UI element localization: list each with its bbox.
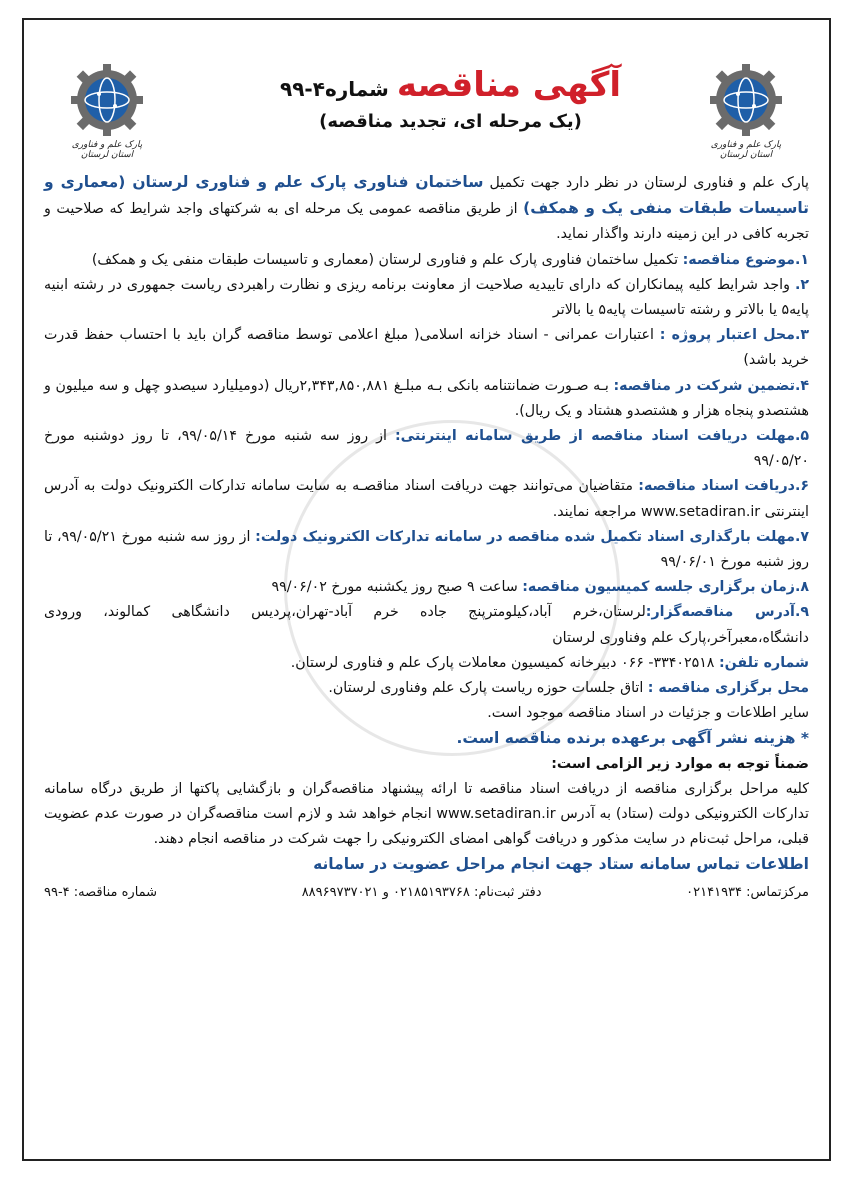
notice-body [44, 170, 809, 905]
cost-note: * هزینه نشر آگهی برعهده برنده مناقصه است. [456, 729, 809, 748]
notice-subtitle: (یک مرحله ای، تجدید مناقصه) [319, 111, 582, 132]
contact-tender-number: شماره مناقصه: ۴-۹۹ [44, 884, 158, 900]
notice-page [22, 18, 831, 1161]
contact-center: مرکزتماس: ۰۲۱۴۱۹۳۴ [686, 884, 809, 900]
item-7: ۷.مهلت بارگذاری اسناد تکمیل شده مناقصه در سامانه تدارکات الکترونیک دولت: از روز سه شنبه مورخ ۹۹/۰۵/۲۱، تا روز شنبه مورخ ۹۹/۰۶/۰۱ [44, 528, 809, 571]
intro-paragraph: پارک علم و فناوری لرستان در نظر دارد جهت تکمیل ساختمان فناوری پارک علم و فناوری لرستان (معماری و تاسیسات طبقات منفی یک و همکف) از طریق مناقصه عمومی یک مرحله ای به شرکتهای واجد شرایط که صلاحیت و تجربه کافی در این زمینه دارند واگذار نماید. [44, 173, 809, 243]
item-8: ۸.زمان برگزاری جلسه کمیسیون مناقصه: ساعت ۹ صبح روز یکشنبه مورخ ۹۹/۰۶/۰۲ [271, 579, 809, 596]
phone-line: شماره تلفن: ۳۳۴۰۲۵۱۸- ۰۶۶ دبیرخانه کمیسیون معاملات پارک علم و فناوری لرستان. [290, 654, 809, 671]
item-2: ۲. واجد شرایط کلیه پیمانکاران که دارای تاییدیه صلاحیت از معاونت برنامه ریزی و نظارت راهبردی ریاست جمهوری در رشته ابنیه پایه۵ یا بالاتر و رشته تاسیسات پایه۵ یا بالاتر [44, 276, 809, 319]
contact-title: اطلاعات تماس سامانه ستاد جهت انجام مراحل عضویت در سامانه [313, 855, 809, 874]
park-logo-left [62, 60, 152, 160]
item-5: ۵.مهلت دریافت اسناد مناقصه از طریق سامانه اینترنتی: از روز سه شنبه مورخ ۹۹/۰۵/۱۴، تا روز دوشنبه مورخ ۹۹/۰۵/۲۰ [44, 428, 810, 470]
notice-number: شماره۴-۹۹ [279, 77, 389, 101]
item-6: ۶.دریافت اسناد مناقصه: متقاضیان می‌توانند جهت دریافت اسناد مناقصـه به سایت سامانه تدارکات الکترونیک دولت به آدرس اینترنتی www.setadiran.ir مراجعه نمایند. [44, 478, 809, 520]
item-9: ۹.آدرس مناقصه‌گزار:لرستان،خرم آباد،کیلومترپنج جاده خرم آباد-تهران،پردیس دانشگاهی کمالوند، ورودی دانشگاه،معبرآخر،پارک علم وفناوری لرستان [44, 604, 809, 646]
notice-title: آگهی مناقصه [396, 65, 622, 105]
logo-caption: پارک علم و فناوری استان لرستان [710, 140, 782, 160]
contact-office: دفتر ثبت‌نام: ۰۲۱۸۵۱۹۳۷۶۸ و ۸۸۹۶۹۷۳۷۰۲۱ [301, 884, 542, 900]
logo-caption: پارک علم و فناوری استان لرستان [71, 140, 143, 160]
venue-line: محل برگزاری مناقصه : اتاق جلسات حوزه ریاست پارک علم وفناوری لرستان. [328, 680, 809, 697]
attention-title: ضمناً توجه به موارد زیر الزامی است: [551, 755, 809, 772]
item-4: ۴.تضمین شرکت در مناقصه: بـه صـورت ضمانتنامه بانکی بـه مبلـغ ۲,۳۴۳,۸۵۰,۸۸۱ریال (دومیلیارد سیصدو چهل و سه میلیون و هشتصدو پنجاه هزار و هشتصدو هشتاد و یک ریال). [44, 377, 809, 419]
notice-header [174, 65, 727, 132]
other-info: سایر اطلاعات و جزئیات در اسناد مناقصه موجود است. [487, 705, 809, 722]
item-3: ۳.محل اعتبار پروژه : اعتبارات عمرانی - اسناد خزانه اسلامی( مبلغ اعلامی توسط مناقصه گران باید با احتساب حفظ قدرت خرید باشد) [44, 327, 810, 369]
attention-text: کلیه مراحل برگزاری مناقصه از دریافت اسناد مناقصه تا ارائه پیشنهاد مناقصه‌گران و بازگشایی پاکتها از طریق درگاه سامانه تدارکات الکترونیکی دولت (ستاد) به آدرس www.setadiran.ir انجام خواهد شد و لازم است مناقصه‌گران در صورت عدم عضویت قبلی، مراحل ثبت‌نام در سایت مذکور و دریافت گواهی امضای الکترونیکی را جهت شرکت در مناقصه انجام دهند. [44, 780, 809, 848]
contact-row [44, 880, 809, 905]
item-1: ۱.موضوع مناقصه: تکمیل ساختمان فناوری پارک علم و فناوری لرستان (معماری و تاسیسات طبقات منفی یک و همکف) [91, 251, 809, 268]
gear-globe-icon [62, 60, 152, 140]
